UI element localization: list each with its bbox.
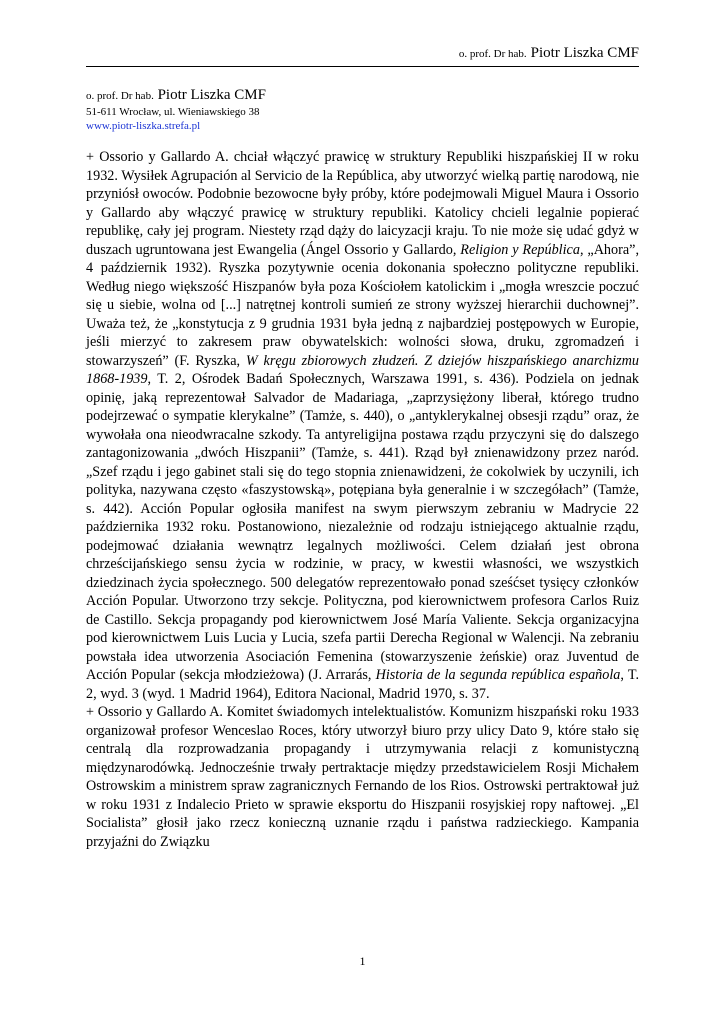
italic-title-text: W kręgu zbiorowych złudzeń. Z dziejów hiszpańskiego anarchizmu 1868-1939 bbox=[86, 352, 640, 387]
italic-title-text: Religion y República bbox=[460, 241, 580, 258]
running-header bbox=[459, 44, 639, 62]
paragraph-text: , T. 2, wyd. 3 (wyd. 1 Madrid 1964), Editora Nacional, Madrid 1970, s. 37. bbox=[86, 667, 639, 702]
author-prefix: o. prof. Dr hab. bbox=[86, 90, 154, 102]
paragraph-text: , T. 2, Ośrodek Badań Społecznych, Warszawa 1991, s. 436). Podziela on jednak opinię, jaką reprezentował Salvador de Madariaga, „zaprzysiężony liberał, którego trudno podejrzewać o sympatie klerykalne” (Tamże, s. 440), o „antyklerykalnej obsesji rządu” oraz, że wywołała ona nieodwracalne szkody. Ta antyreligijna postawa rządu przyczyni się do dalszego zantagonizowania „dwóch Hiszpanii” (Tamże, s. 441). Rząd był znienawidzony przez naród. „Szef rządu i jego gabinet stali się do tego stopnia znienawidzeni, że cokolwiek by uczynili, ich polityka, nazywana często «faszystowską», potępiana była generalnie i w szczegółach” (Tamże, s. 442). Acción Popular ogłosiła manifest na swym pierwszym zebraniu w Madrycie 22 października 1932 roku. Postanowiono, niezależnie od rodzaju istniejącego aktualnie rządu, podejmować działania wewnątrz legalnych możliwości. Celem działań jest obrona chrześcijańskiego sensu życia w rodzinie, w pracy, w kwestii własności, we wszystkich dziedzinach życia społecznego. 500 delegatów reprezentowało ponad sześćset tysięcy członków Acción Popular. Utworzono trzy sekcje. Polityczna, pod kierownictwem profesora Carlos Ruiz de Castillo. Sekcja propagandy pod kierownictwem José María Valiente. Sekcja organizacyjna pod kierownictwem Luis Lucia y Lucia, szefa partii Derecha Regional w Walencji. Na zebraniu powstała idea utworzenia Asociación Femenina (stowarzyszenie żeńskie) oraz Juventud de Acción Popular (sekcja młodzieżowa) (J. Arrarás, bbox=[86, 371, 639, 683]
header-rule bbox=[86, 66, 639, 67]
body-paragraph bbox=[86, 703, 639, 851]
body-text bbox=[86, 148, 639, 851]
page-number: 1 bbox=[359, 954, 366, 968]
paragraph-text: + Ossorio y Gallardo A. Komitet świadomych intelektualistów. Komunizm hiszpański roku 1933 organizował profesor Wenceslao Roces, który utworzył biuro przy ulicy Dato 9, które stało się centralą dla rozprowadzania propagandy i utrzymywania relacji z komunistyczną międzynarodówką. Jednocześnie trwały pertraktacje między przedstawicielem Rosji Michałem Ostrowskim a ministrem spraw zagranicznych Fernando de los Rios. Ostrowski pertraktował już w roku 1931 z Indalecio Prieto w sprawie eksportu do Hiszpanii rosyjskiej ropy naftowej. „El Socialista” głosił jako rzecz konieczną uznanie rządu i państwa radzieckiego. Kampania przyjaźni do Związku bbox=[86, 704, 639, 850]
author-name-line bbox=[86, 86, 266, 105]
author-block bbox=[86, 86, 266, 133]
running-header-prefix: o. prof. Dr hab. bbox=[458, 48, 527, 60]
running-header-name: Piotr Liszka CMF bbox=[530, 45, 639, 61]
author-website-link[interactable]: www.piotr-liszka.strefa.pl bbox=[86, 120, 201, 132]
paragraph-text: , „Ahora”, 4 październik 1932). Ryszka pozytywnie ocenia dokonania społeczno polityczne republiki. Według niego większość Hiszpanów była poza Kościołem katolickim i „mogła wreszcie poczuć się u siebie, wolna od [...] natrętnej kontroli sumień ze strony wyższej hierarchii duchownej”. Uważa też, że „konstytucja z 9 grudnia 1931 była jedną z najbardziej postępowych w Europie, jeśli mierzyć to zakresem praw obywatelskich: wolności słowa, druku, zgromadzeń i stowarzyszeń” (F. Ryszka, bbox=[86, 241, 639, 369]
author-address: 51-611 Wrocław, ul. Wieniawskiego 38 bbox=[86, 106, 260, 118]
paragraph-text: + Ossorio y Gallardo A. chciał włączyć prawicę w struktury Republiki hiszpańskiej II w roku 1932. Wysiłek Agrupación al Servicio de la República, aby utworzyć wielką partię narodową, nie przyniósł owoców. Podobnie bezowocne były próby, które podejmowali Miguel Maura i Ossorio y Gallardo aby włączyć prawicę w struktury republiki. Katolicy chcieli legalnie popierać republikę, cały jej program. Niestety rząd dąży do laicyzacji kraju. To nie może się udać gdyż w duszach ugruntowana jest Ewangelia (Ángel Ossorio y Gallardo, bbox=[86, 149, 639, 258]
italic-title-text: Historia de la segunda república española bbox=[375, 667, 621, 683]
author-name: Piotr Liszka CMF bbox=[157, 87, 266, 103]
body-paragraph bbox=[86, 148, 639, 703]
